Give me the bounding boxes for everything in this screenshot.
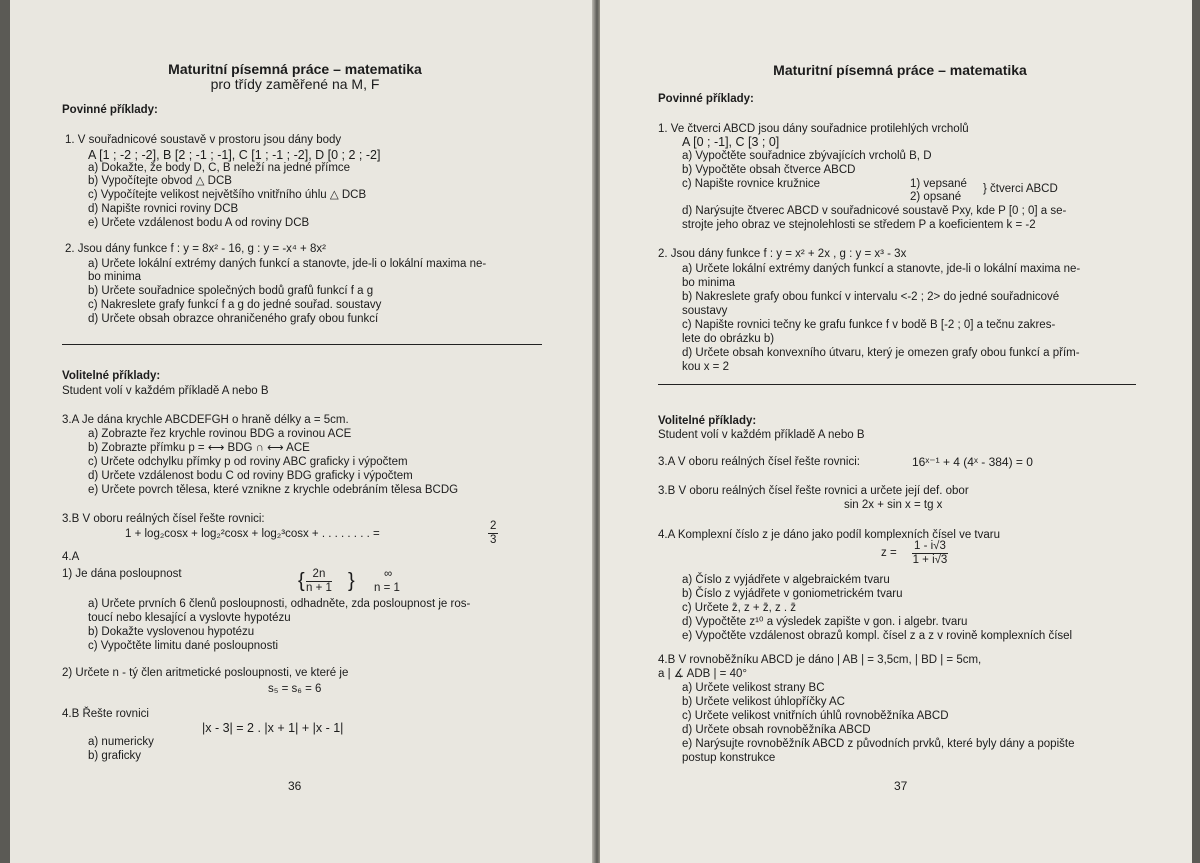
fraction-numerator: 2 xyxy=(490,520,497,532)
problem-1-points: A [0 ; -1], C [3 ; 0] xyxy=(682,135,780,149)
z-denominator: 1 + i√3 xyxy=(912,554,948,566)
problem-2-item: c) Napište rovnici tečny ke grafu funkce f v bodě B [-2 ; 0] a tečnu zakres- xyxy=(682,319,1056,331)
problem-1-item: a) Vypočtěte souřadnice zbývajících vrcholů B, D xyxy=(682,150,932,162)
circle-option: 2) opsané xyxy=(910,191,962,203)
problem-2-item: bo minima xyxy=(682,277,736,289)
problem-4a-sub2-equation: s₅ = s₆ = 6 xyxy=(268,683,322,695)
problem-4b-item: c) Určete velikost vnitřních úhlů rovnoběžníka ABCD xyxy=(682,710,949,722)
brace-right: } xyxy=(348,570,355,592)
problem-4a-label: 4.A xyxy=(62,551,80,563)
problem-1-item: strojte jeho obraz ve stejnolehlosti se středem P a koeficientem k = -2 xyxy=(682,219,1036,231)
problem-2-item: a) Určete lokální extrémy daných funkcí a stanovte, jde-li o lokální maxima ne- xyxy=(682,263,1081,275)
problem-3a-item: e) Určete povrch tělesa, které vznikne z krychle odebráním tělesa BCDG xyxy=(88,484,459,496)
problem-2-item: a) Určete lokální extrémy daných funkcí a stanovte, jde-li o lokální maxima ne- xyxy=(88,258,487,270)
problem-4b-item: postup konstrukce xyxy=(682,752,776,764)
problem-2-item: soustavy xyxy=(682,305,728,317)
problem-4a-item: b) Dokažte vyslovenou hypotézu xyxy=(88,626,255,638)
page-number: 36 xyxy=(288,779,302,793)
problem-4b-item: b) graficky xyxy=(88,750,142,762)
title-text: Maturitní písemná práce – matematika xyxy=(168,61,422,77)
optional-heading: Volitelné příklady: xyxy=(62,370,161,382)
problem-1-points: A [1 ; -2 ; -2], B [2 ; -1 ; -1], C [1 ; -1 ; -2], D [0 ; 2 ; -2] xyxy=(88,148,381,162)
problem-1-item: a) Dokažte, že body D, C, B neleží na jedné přímce xyxy=(88,162,351,174)
page-title xyxy=(130,62,460,92)
z-label: z = xyxy=(881,547,897,559)
problem-3b-equation: sin 2x + sin x = tg x xyxy=(844,499,943,511)
circle-option: 1) vepsané xyxy=(910,178,967,190)
page-number: 37 xyxy=(894,779,908,793)
problem-2-intro: 2. Jsou dány funkce f : y = 8x² - 16, g : y = -x⁴ + 8x² xyxy=(65,243,326,255)
problem-3b-intro: 3.B V oboru reálných čísel řešte rovnici: xyxy=(62,513,265,525)
sequence-lower-limit: n = 1 xyxy=(374,582,400,594)
problem-4a-sub1: 1) Je dána posloupnost xyxy=(62,568,182,580)
section-divider xyxy=(658,384,1136,385)
problem-4b-equation: |x - 3| = 2 . |x + 1| + |x - 1| xyxy=(202,721,344,735)
problem-3a-item: d) Určete vzdálenost bodu C od roviny BDG graficky i výpočtem xyxy=(88,470,413,482)
problem-3b-equation: 1 + log₂cosx + log₂²cosx + log₂³cosx + . . . . . . . . = xyxy=(125,528,380,540)
sequence-denominator: n + 1 xyxy=(306,582,332,594)
problem-4b-intro: 4.B V rovnoběžníku ABCD je dáno | AB | = 3,5cm, | BD | = 5cm, xyxy=(658,654,982,666)
subtitle-text: pro třídy zaměřené na M, F xyxy=(210,76,380,92)
right-page xyxy=(600,0,1192,863)
problem-2-item: b) Nakreslete grafy obou funkcí v intervalu <-2 ; 2> do jedné souřadnicové xyxy=(682,291,1060,303)
fraction-denominator: 3 xyxy=(490,534,497,546)
circle-suffix: } čtverci ABCD xyxy=(983,183,1058,195)
sequence-numerator: 2n xyxy=(306,568,332,582)
z-numerator: 1 - i√3 xyxy=(914,540,946,552)
mandatory-heading: Povinné příklady: xyxy=(658,93,754,105)
brace-left: { xyxy=(298,570,305,592)
problem-1-item: b) Vypočtěte obsah čtverce ABCD xyxy=(682,164,856,176)
problem-4b-item: b) Určete velikost úhlopříčky AC xyxy=(682,696,845,708)
problem-1-item: c) Napište rovnice kružnice xyxy=(682,178,821,190)
problem-3a-item: b) Zobrazte přímku p = ⟷ BDG ∩ ⟷ ACE xyxy=(88,442,310,454)
problem-3a-item: a) Zobrazte řez krychle rovinou BDG a rovinou ACE xyxy=(88,428,352,440)
problem-2-item: bo minima xyxy=(88,271,142,283)
problem-1-item: d) Napište rovnici roviny DCB xyxy=(88,203,239,215)
page-title: Maturitní písemná práce – matematika xyxy=(773,62,1027,78)
problem-3b-fraction xyxy=(488,520,498,547)
optional-heading: Volitelné příklady: xyxy=(658,415,757,427)
problem-2-item: d) Určete obsah konvexního útvaru, který je omezen grafy obou funkcí a přím- xyxy=(682,347,1080,359)
problem-2-item: d) Určete obsah obrazce ohraničeného grafy obou funkcí xyxy=(88,313,379,325)
problem-2-item: c) Nakreslete grafy funkcí f a g do jedné souřad. soustavy xyxy=(88,299,382,311)
problem-1-intro: 1. V souřadnicové soustavě v prostoru jsou dány body xyxy=(65,134,342,146)
section-divider xyxy=(62,344,542,345)
optional-note: Student volí v každém příkladě A nebo B xyxy=(62,385,269,397)
problem-4b-intro: a | ∡ ADB | = 40° xyxy=(658,668,747,680)
problem-4a-item: c) Určete z̄, z + z̄, z . z̄ xyxy=(682,602,797,614)
problem-2-item: b) Určete souřadnice společných bodů grafů funkcí f a g xyxy=(88,285,374,297)
problem-4a-intro: 4.A Komplexní číslo z je dáno jako podíl komplexních čísel ve tvaru xyxy=(658,529,1000,541)
problem-4a-item: c) Vypočtěte limitu dané posloupnosti xyxy=(88,640,279,652)
problem-4a-item: b) Číslo z vyjádřete v goniometrickém tvaru xyxy=(682,588,903,600)
problem-3a-intro: 3.A V oboru reálných čísel řešte rovnici: xyxy=(658,456,860,468)
problem-4a-item: a) Určete prvních 6 členů posloupnosti, odhadněte, zda posloupnost je ros- xyxy=(88,598,471,610)
problem-4b-item: a) numericky xyxy=(88,736,154,748)
left-page xyxy=(10,0,595,863)
problem-4b-item: e) Narýsujte rovnoběžník ABCD z původních prvků, které byly dány a popište xyxy=(682,738,1075,750)
sequence-upper-limit: ∞ xyxy=(384,568,393,580)
problem-3a-item: c) Určete odchylku přímky p od roviny ABC graficky i výpočtem xyxy=(88,456,408,468)
problem-4b-intro: 4.B Řešte rovnici xyxy=(62,708,149,720)
problem-4b-item: d) Určete obsah rovnoběžníka ABCD xyxy=(682,724,871,736)
problem-3b-intro: 3.B V oboru reálných čísel řešte rovnici a určete její def. obor xyxy=(658,485,969,497)
z-fraction xyxy=(912,540,948,567)
problem-2-item: lete do obrázku b) xyxy=(682,333,775,345)
problem-4b-item: a) Určete velikost strany BC xyxy=(682,682,825,694)
problem-4a-item: e) Vypočtěte vzdálenost obrazů kompl. čísel z a z v rovině komplexních čísel xyxy=(682,630,1073,642)
problem-3a-equation: 16ˣ⁻¹ + 4 (4ˣ - 384) = 0 xyxy=(912,455,1033,469)
problem-2-intro: 2. Jsou dány funkce f : y = x² + 2x , g : y = x³ - 3x xyxy=(658,248,907,260)
problem-2-item: kou x = 2 xyxy=(682,361,729,373)
problem-1-item: c) Vypočítejte velikost největšího vnitřního úhlu △ DCB xyxy=(88,189,367,201)
problem-4a-item: toucí nebo klesající a vyslovte hypotézu xyxy=(88,612,291,624)
problem-1-item: d) Narýsujte čtverec ABCD v souřadnicové soustavě Pxy, kde P [0 ; 0] a se- xyxy=(682,205,1067,217)
problem-1-intro: 1. Ve čtverci ABCD jsou dány souřadnice protilehlých vrcholů xyxy=(658,123,969,135)
sequence-fraction xyxy=(306,568,332,595)
problem-1-item: b) Vypočítejte obvod △ DCB xyxy=(88,175,232,187)
mandatory-heading: Povinné příklady: xyxy=(62,104,158,116)
problem-3a-intro: 3.A Je dána krychle ABCDEFGH o hraně délky a = 5cm. xyxy=(62,414,349,426)
problem-4a-item: d) Vypočtěte z¹⁰ a výsledek zapište v gon. i algebr. tvaru xyxy=(682,616,968,628)
optional-note: Student volí v každém příkladě A nebo B xyxy=(658,429,865,441)
problem-1-item: e) Určete vzdálenost bodu A od roviny DCB xyxy=(88,217,310,229)
problem-4a-sub2: 2) Určete n - tý člen aritmetické posloupnosti, ve které je xyxy=(62,667,349,679)
problem-4a-item: a) Číslo z vyjádřete v algebraickém tvaru xyxy=(682,574,890,586)
